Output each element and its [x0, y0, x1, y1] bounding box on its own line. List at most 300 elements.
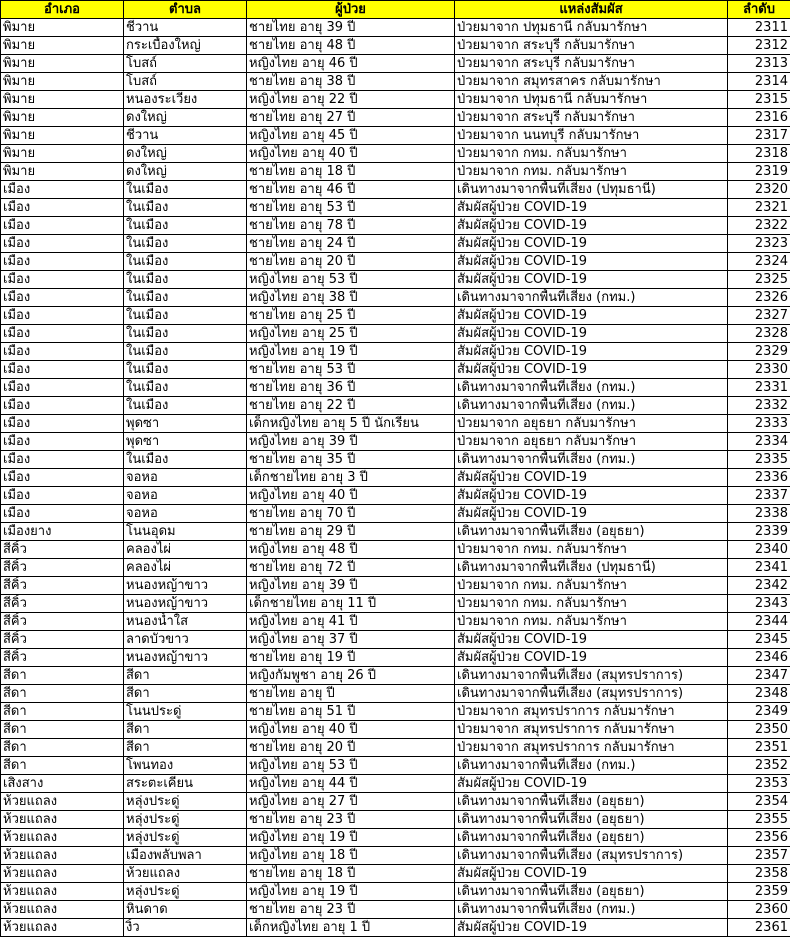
cell-contact-source: สัมผัสผู้ป่วย COVID-19	[455, 217, 728, 235]
cell-patient: หญิงไทย อายุ 22 ปี	[247, 91, 455, 109]
cell-district: สีคิ้ว	[1, 631, 124, 649]
table-row	[1, 217, 790, 235]
cell-subdistrict: ในเมือง	[124, 181, 247, 199]
cell-district: สีดา	[1, 703, 124, 721]
cell-sequence: 2339	[728, 523, 790, 541]
table-row	[1, 559, 790, 577]
cell-subdistrict: คลองไผ่	[124, 559, 247, 577]
cell-patient: หญิงไทย อายุ 25 ปี	[247, 325, 455, 343]
cell-sequence: 2344	[728, 613, 790, 631]
cell-district: พิมาย	[1, 91, 124, 109]
cell-patient: ชายไทย อายุ 53 ปี	[247, 361, 455, 379]
table-row	[1, 649, 790, 667]
cell-subdistrict: ชีวาน	[124, 19, 247, 37]
cell-patient: หญิงไทย อายุ 40 ปี	[247, 487, 455, 505]
cell-sequence: 2346	[728, 649, 790, 667]
table-row	[1, 631, 790, 649]
cell-district: พิมาย	[1, 127, 124, 145]
cell-contact-source: สัมผัสผู้ป่วย COVID-19	[455, 271, 728, 289]
cell-patient: หญิงไทย อายุ 37 ปี	[247, 631, 455, 649]
cell-subdistrict: สระตะเคียน	[124, 775, 247, 793]
cell-district: เมือง	[1, 379, 124, 397]
cell-district: พิมาย	[1, 145, 124, 163]
cell-patient: ชายไทย อายุ 72 ปี	[247, 559, 455, 577]
cell-contact-source: เดินทางมาจากพื้นที่เสี่ยง (สมุทรปราการ)	[455, 685, 728, 703]
table-row	[1, 253, 790, 271]
header-patient: ผู้ป่วย	[247, 1, 455, 19]
cell-district: เมือง	[1, 217, 124, 235]
header-sequence: ลำดับ	[728, 1, 790, 19]
cell-contact-source: ป่วยมาจาก กทม. กลับมารักษา	[455, 595, 728, 613]
table-row	[1, 739, 790, 757]
table-row	[1, 847, 790, 865]
cell-sequence: 2320	[728, 181, 790, 199]
table-row	[1, 703, 790, 721]
cell-contact-source: สัมผัสผู้ป่วย COVID-19	[455, 199, 728, 217]
table-row	[1, 919, 790, 937]
cell-sequence: 2315	[728, 91, 790, 109]
cell-subdistrict: สีดา	[124, 739, 247, 757]
table-row	[1, 271, 790, 289]
cell-patient: ชายไทย อายุ 38 ปี	[247, 73, 455, 91]
cell-district: เมือง	[1, 433, 124, 451]
cell-district: ห้วยแถลง	[1, 793, 124, 811]
cell-contact-source: สัมผัสผู้ป่วย COVID-19	[455, 307, 728, 325]
header-contact-source: แหล่งสัมผัส	[455, 1, 728, 19]
cell-district: เมือง	[1, 325, 124, 343]
header-district: อำเภอ	[1, 1, 124, 19]
cell-contact-source: เดินทางมาจากพื้นที่เสี่ยง (ปทุมธานี)	[455, 559, 728, 577]
table-row	[1, 37, 790, 55]
cell-contact-source: ป่วยมาจาก กทม. กลับมารักษา	[455, 541, 728, 559]
table-row	[1, 451, 790, 469]
cell-subdistrict: หลุ่งประดู่	[124, 829, 247, 847]
cell-sequence: 2353	[728, 775, 790, 793]
cell-contact-source: ป่วยมาจาก สระบุรี กลับมารักษา	[455, 55, 728, 73]
table-row	[1, 577, 790, 595]
table-row	[1, 325, 790, 343]
cell-sequence: 2348	[728, 685, 790, 703]
cell-subdistrict: ในเมือง	[124, 397, 247, 415]
cell-sequence: 2321	[728, 199, 790, 217]
table-header	[1, 1, 790, 19]
cell-contact-source: สัมผัสผู้ป่วย COVID-19	[455, 775, 728, 793]
cell-patient: หญิงไทย อายุ 19 ปี	[247, 883, 455, 901]
cell-district: เมือง	[1, 307, 124, 325]
cell-sequence: 2329	[728, 343, 790, 361]
cell-sequence: 2342	[728, 577, 790, 595]
cell-sequence: 2356	[728, 829, 790, 847]
cell-district: ห้วยแถลง	[1, 919, 124, 937]
cell-patient: หญิงไทย อายุ 41 ปี	[247, 613, 455, 631]
cell-contact-source: ป่วยมาจาก ปทุมธานี กลับมารักษา	[455, 91, 728, 109]
cell-contact-source: เดินทางมาจากพื้นที่เสี่ยง (อยุธยา)	[455, 829, 728, 847]
table-row	[1, 811, 790, 829]
cell-subdistrict: ในเมือง	[124, 379, 247, 397]
cell-district: สีดา	[1, 757, 124, 775]
cell-subdistrict: ดงใหญ่	[124, 163, 247, 181]
cell-contact-source: สัมผัสผู้ป่วย COVID-19	[455, 649, 728, 667]
cell-sequence: 2352	[728, 757, 790, 775]
cell-sequence: 2314	[728, 73, 790, 91]
cell-subdistrict: หลุ่งประดู่	[124, 811, 247, 829]
table-body	[1, 19, 790, 937]
cell-patient: ชายไทย อายุ 48 ปี	[247, 37, 455, 55]
cell-district: เมือง	[1, 451, 124, 469]
cell-subdistrict: กระเบื้องใหญ่	[124, 37, 247, 55]
cell-patient: หญิงไทย อายุ 45 ปี	[247, 127, 455, 145]
cell-patient: ชายไทย อายุ 46 ปี	[247, 181, 455, 199]
cell-sequence: 2338	[728, 505, 790, 523]
cell-sequence: 2326	[728, 289, 790, 307]
cell-contact-source: เดินทางมาจากพื้นที่เสี่ยง (กทม.)	[455, 379, 728, 397]
cell-district: สีคิ้ว	[1, 595, 124, 613]
cell-district: สีดา	[1, 667, 124, 685]
cell-district: เมือง	[1, 271, 124, 289]
cell-contact-source: เดินทางมาจากพื้นที่เสี่ยง (กทม.)	[455, 757, 728, 775]
cell-subdistrict: ดงใหญ่	[124, 109, 247, 127]
cell-sequence: 2347	[728, 667, 790, 685]
cell-district: เมือง	[1, 253, 124, 271]
cell-district: สีคิ้ว	[1, 613, 124, 631]
cell-sequence: 2343	[728, 595, 790, 613]
cell-patient: ชายไทย อายุ 51 ปี	[247, 703, 455, 721]
cell-subdistrict: พุดซา	[124, 433, 247, 451]
cell-contact-source: สัมผัสผู้ป่วย COVID-19	[455, 631, 728, 649]
header-row	[1, 1, 790, 19]
cell-subdistrict: ห้วยแถลง	[124, 865, 247, 883]
cell-subdistrict: หนองน้ำใส	[124, 613, 247, 631]
cell-subdistrict: คลองไผ่	[124, 541, 247, 559]
table-row	[1, 91, 790, 109]
table-row	[1, 793, 790, 811]
cell-patient: หญิงไทย อายุ 53 ปี	[247, 757, 455, 775]
cell-sequence: 2358	[728, 865, 790, 883]
cell-sequence: 2322	[728, 217, 790, 235]
cell-contact-source: ป่วยมาจาก สมุทรปราการ กลับมารักษา	[455, 703, 728, 721]
table-row	[1, 487, 790, 505]
cell-sequence: 2351	[728, 739, 790, 757]
cell-patient: ชายไทย อายุ 18 ปี	[247, 865, 455, 883]
table-row	[1, 289, 790, 307]
cell-subdistrict: หนองหญ้าขาว	[124, 577, 247, 595]
cell-patient: หญิงไทย อายุ 48 ปี	[247, 541, 455, 559]
cell-contact-source: เดินทางมาจากพื้นที่เสี่ยง (อยุธยา)	[455, 811, 728, 829]
cell-contact-source: เดินทางมาจากพื้นที่เสี่ยง (กทม.)	[455, 289, 728, 307]
cell-district: สีคิ้ว	[1, 541, 124, 559]
cell-sequence: 2337	[728, 487, 790, 505]
cell-contact-source: สัมผัสผู้ป่วย COVID-19	[455, 325, 728, 343]
cell-subdistrict: โนนอุดม	[124, 523, 247, 541]
cell-contact-source: ป่วยมาจาก สระบุรี กลับมารักษา	[455, 109, 728, 127]
cell-patient: ชายไทย อายุ 23 ปี	[247, 811, 455, 829]
cell-contact-source: ป่วยมาจาก สมุทรสาคร กลับมารักษา	[455, 73, 728, 91]
cell-district: เมือง	[1, 289, 124, 307]
cell-patient: ชายไทย อายุ 20 ปี	[247, 253, 455, 271]
cell-patient: หญิงไทย อายุ 38 ปี	[247, 289, 455, 307]
cell-contact-source: เดินทางมาจากพื้นที่เสี่ยง (สมุทรปราการ)	[455, 667, 728, 685]
cell-subdistrict: ชีวาน	[124, 127, 247, 145]
cell-district: เมือง	[1, 397, 124, 415]
cell-subdistrict: หนองหญ้าขาว	[124, 649, 247, 667]
cell-sequence: 2317	[728, 127, 790, 145]
cell-sequence: 2323	[728, 235, 790, 253]
cell-subdistrict: สีดา	[124, 667, 247, 685]
cell-subdistrict: จอหอ	[124, 505, 247, 523]
cell-subdistrict: ในเมือง	[124, 289, 247, 307]
table-row	[1, 19, 790, 37]
cell-district: พิมาย	[1, 109, 124, 127]
cell-district: สีคิ้ว	[1, 649, 124, 667]
cell-contact-source: เดินทางมาจากพื้นที่เสี่ยง (อยุธยา)	[455, 523, 728, 541]
cell-patient: เด็กหญิงไทย อายุ 1 ปี	[247, 919, 455, 937]
cell-subdistrict: หนองหญ้าขาว	[124, 595, 247, 613]
cell-patient: หญิงกัมพูชา อายุ 26 ปี	[247, 667, 455, 685]
table-row	[1, 307, 790, 325]
cell-patient: ชายไทย อายุ 70 ปี	[247, 505, 455, 523]
cell-district: เมือง	[1, 343, 124, 361]
cell-contact-source: เดินทางมาจากพื้นที่เสี่ยง (ปทุมธานี)	[455, 181, 728, 199]
table-row	[1, 901, 790, 919]
cell-contact-source: ป่วยมาจาก อยุธยา กลับมารักษา	[455, 433, 728, 451]
cell-sequence: 2311	[728, 19, 790, 37]
cell-sequence: 2312	[728, 37, 790, 55]
cell-subdistrict: งิ้ว	[124, 919, 247, 937]
cell-patient: ชายไทย อายุ 35 ปี	[247, 451, 455, 469]
cell-contact-source: เดินทางมาจากพื้นที่เสี่ยง (อยุธยา)	[455, 883, 728, 901]
cell-patient: หญิงไทย อายุ 19 ปี	[247, 343, 455, 361]
cell-subdistrict: จอหอ	[124, 469, 247, 487]
cell-district: ห้วยแถลง	[1, 865, 124, 883]
cell-patient: ชายไทย อายุ 23 ปี	[247, 901, 455, 919]
cell-sequence: 2341	[728, 559, 790, 577]
cell-patient: หญิงไทย อายุ 44 ปี	[247, 775, 455, 793]
cell-subdistrict: ในเมือง	[124, 325, 247, 343]
cell-subdistrict: ในเมือง	[124, 217, 247, 235]
table-row	[1, 829, 790, 847]
table-row	[1, 757, 790, 775]
cell-subdistrict: ในเมือง	[124, 199, 247, 217]
cell-subdistrict: สีดา	[124, 721, 247, 739]
cell-subdistrict: พุดซา	[124, 415, 247, 433]
cell-contact-source: สัมผัสผู้ป่วย COVID-19	[455, 865, 728, 883]
table-row	[1, 415, 790, 433]
cell-district: เมือง	[1, 235, 124, 253]
cell-patient: หญิงไทย อายุ 53 ปี	[247, 271, 455, 289]
cell-subdistrict: ลาดบัวขาว	[124, 631, 247, 649]
cell-district: เมือง	[1, 505, 124, 523]
table-row	[1, 343, 790, 361]
cell-subdistrict: สีดา	[124, 685, 247, 703]
cell-subdistrict: โพนทอง	[124, 757, 247, 775]
cell-contact-source: สัมผัสผู้ป่วย COVID-19	[455, 361, 728, 379]
cell-patient: หญิงไทย อายุ 46 ปี	[247, 55, 455, 73]
cell-district: สีคิ้ว	[1, 559, 124, 577]
cell-contact-source: เดินทางมาจากพื้นที่เสี่ยง (กทม.)	[455, 451, 728, 469]
cell-patient: หญิงไทย อายุ 40 ปี	[247, 721, 455, 739]
cell-contact-source: ป่วยมาจาก ปทุมธานี กลับมารักษา	[455, 19, 728, 37]
cell-patient: ชายไทย อายุ 27 ปี	[247, 109, 455, 127]
cell-patient: ชายไทย อายุ 78 ปี	[247, 217, 455, 235]
cell-district: เมือง	[1, 181, 124, 199]
cell-subdistrict: ในเมือง	[124, 253, 247, 271]
cell-district: เมือง	[1, 415, 124, 433]
cell-contact-source: เดินทางมาจากพื้นที่เสี่ยง (สมุทรปราการ)	[455, 847, 728, 865]
cell-district: สีดา	[1, 685, 124, 703]
cell-patient: เด็กชายไทย อายุ 11 ปี	[247, 595, 455, 613]
cell-patient: เด็กชายไทย อายุ 3 ปี	[247, 469, 455, 487]
cell-subdistrict: ดงใหญ่	[124, 145, 247, 163]
cell-contact-source: สัมผัสผู้ป่วย COVID-19	[455, 235, 728, 253]
cell-patient: ชายไทย อายุ 39 ปี	[247, 19, 455, 37]
table-row	[1, 379, 790, 397]
table-row	[1, 73, 790, 91]
cell-contact-source: ป่วยมาจาก กทม. กลับมารักษา	[455, 145, 728, 163]
cell-subdistrict: จอหอ	[124, 487, 247, 505]
cell-patient: หญิงไทย อายุ 27 ปี	[247, 793, 455, 811]
cell-contact-source: สัมผัสผู้ป่วย COVID-19	[455, 469, 728, 487]
cell-district: เมือง	[1, 199, 124, 217]
cell-subdistrict: หลุ่งประดู่	[124, 793, 247, 811]
table-row	[1, 199, 790, 217]
cell-sequence: 2318	[728, 145, 790, 163]
cell-contact-source: ป่วยมาจาก กทม. กลับมารักษา	[455, 577, 728, 595]
cell-district: พิมาย	[1, 37, 124, 55]
cell-subdistrict: หินดาด	[124, 901, 247, 919]
cell-contact-source: สัมผัสผู้ป่วย COVID-19	[455, 343, 728, 361]
table-row	[1, 523, 790, 541]
table-row	[1, 433, 790, 451]
cell-sequence: 2319	[728, 163, 790, 181]
table-row	[1, 55, 790, 73]
cell-sequence: 2349	[728, 703, 790, 721]
cell-patient: ชายไทย อายุ 25 ปี	[247, 307, 455, 325]
table-row	[1, 883, 790, 901]
table-row	[1, 775, 790, 793]
cell-subdistrict: โนนประดู่	[124, 703, 247, 721]
cell-sequence: 2332	[728, 397, 790, 415]
cell-patient: หญิงไทย อายุ 39 ปี	[247, 433, 455, 451]
cell-contact-source: ป่วยมาจาก สมุทรปราการ กลับมารักษา	[455, 721, 728, 739]
cell-subdistrict: เมืองพลับพลา	[124, 847, 247, 865]
table-row	[1, 595, 790, 613]
cell-contact-source: เดินทางมาจากพื้นที่เสี่ยง (กทม.)	[455, 901, 728, 919]
table-row	[1, 613, 790, 631]
cell-contact-source: ป่วยมาจาก กทม. กลับมารักษา	[455, 613, 728, 631]
cell-patient: ชายไทย อายุ 36 ปี	[247, 379, 455, 397]
table-row	[1, 397, 790, 415]
table-row	[1, 127, 790, 145]
cell-subdistrict: ในเมือง	[124, 235, 247, 253]
cell-patient: ชายไทย อายุ 22 ปี	[247, 397, 455, 415]
cell-contact-source: ป่วยมาจาก นนทบุรี กลับมารักษา	[455, 127, 728, 145]
cell-district: เมือง	[1, 469, 124, 487]
cell-sequence: 2327	[728, 307, 790, 325]
table-row	[1, 109, 790, 127]
table-row	[1, 685, 790, 703]
cell-sequence: 2335	[728, 451, 790, 469]
cell-sequence: 2345	[728, 631, 790, 649]
cell-contact-source: ป่วยมาจาก สมุทรปราการ กลับมารักษา	[455, 739, 728, 757]
cell-patient: ชายไทย อายุ ปี	[247, 685, 455, 703]
cell-district: สีดา	[1, 721, 124, 739]
cell-district: เมือง	[1, 487, 124, 505]
cell-sequence: 2350	[728, 721, 790, 739]
cell-sequence: 2355	[728, 811, 790, 829]
cell-contact-source: สัมผัสผู้ป่วย COVID-19	[455, 505, 728, 523]
cell-district: พิมาย	[1, 163, 124, 181]
cell-sequence: 2324	[728, 253, 790, 271]
cell-subdistrict: ในเมือง	[124, 343, 247, 361]
table-row	[1, 145, 790, 163]
cell-sequence: 2328	[728, 325, 790, 343]
cell-sequence: 2361	[728, 919, 790, 937]
cell-sequence: 2359	[728, 883, 790, 901]
cell-district: พิมาย	[1, 19, 124, 37]
cell-contact-source: สัมผัสผู้ป่วย COVID-19	[455, 919, 728, 937]
cell-sequence: 2340	[728, 541, 790, 559]
cell-sequence: 2316	[728, 109, 790, 127]
cell-patient: ชายไทย อายุ 29 ปี	[247, 523, 455, 541]
cell-patient: ชายไทย อายุ 24 ปี	[247, 235, 455, 253]
cell-subdistrict: ในเมือง	[124, 307, 247, 325]
table-row	[1, 541, 790, 559]
cell-patient: ชายไทย อายุ 19 ปี	[247, 649, 455, 667]
cell-district: พิมาย	[1, 73, 124, 91]
table-row	[1, 181, 790, 199]
cell-sequence: 2354	[728, 793, 790, 811]
header-subdistrict: ตำบล	[124, 1, 247, 19]
cell-patient: หญิงไทย อายุ 40 ปี	[247, 145, 455, 163]
cell-sequence: 2330	[728, 361, 790, 379]
cell-sequence: 2313	[728, 55, 790, 73]
cell-sequence: 2333	[728, 415, 790, 433]
cell-district: เมือง	[1, 361, 124, 379]
cell-patient: ชายไทย อายุ 53 ปี	[247, 199, 455, 217]
cell-district: เมืองยาง	[1, 523, 124, 541]
cell-patient: ชายไทย อายุ 18 ปี	[247, 163, 455, 181]
cell-district: สีคิ้ว	[1, 577, 124, 595]
cell-sequence: 2331	[728, 379, 790, 397]
cell-sequence: 2360	[728, 901, 790, 919]
cell-patient: ชายไทย อายุ 20 ปี	[247, 739, 455, 757]
cell-subdistrict: โบสถ์	[124, 73, 247, 91]
cell-district: ห้วยแถลง	[1, 883, 124, 901]
cell-contact-source: สัมผัสผู้ป่วย COVID-19	[455, 487, 728, 505]
table-row	[1, 469, 790, 487]
cell-subdistrict: หลุ่งประดู่	[124, 883, 247, 901]
cell-subdistrict: ในเมือง	[124, 361, 247, 379]
cell-sequence: 2336	[728, 469, 790, 487]
cell-district: ห้วยแถลง	[1, 847, 124, 865]
cell-subdistrict: หนองระเวียง	[124, 91, 247, 109]
cell-subdistrict: โบสถ์	[124, 55, 247, 73]
table-row	[1, 361, 790, 379]
table-row	[1, 721, 790, 739]
table-row	[1, 505, 790, 523]
cell-sequence: 2325	[728, 271, 790, 289]
table-row	[1, 235, 790, 253]
table-row	[1, 163, 790, 181]
table-row	[1, 865, 790, 883]
cell-contact-source: ป่วยมาจาก สระบุรี กลับมารักษา	[455, 37, 728, 55]
cell-patient: หญิงไทย อายุ 18 ปี	[247, 847, 455, 865]
cell-patient: หญิงไทย อายุ 39 ปี	[247, 577, 455, 595]
cell-patient: หญิงไทย อายุ 19 ปี	[247, 829, 455, 847]
cell-district: เสิงสาง	[1, 775, 124, 793]
cell-sequence: 2334	[728, 433, 790, 451]
cell-subdistrict: ในเมือง	[124, 271, 247, 289]
